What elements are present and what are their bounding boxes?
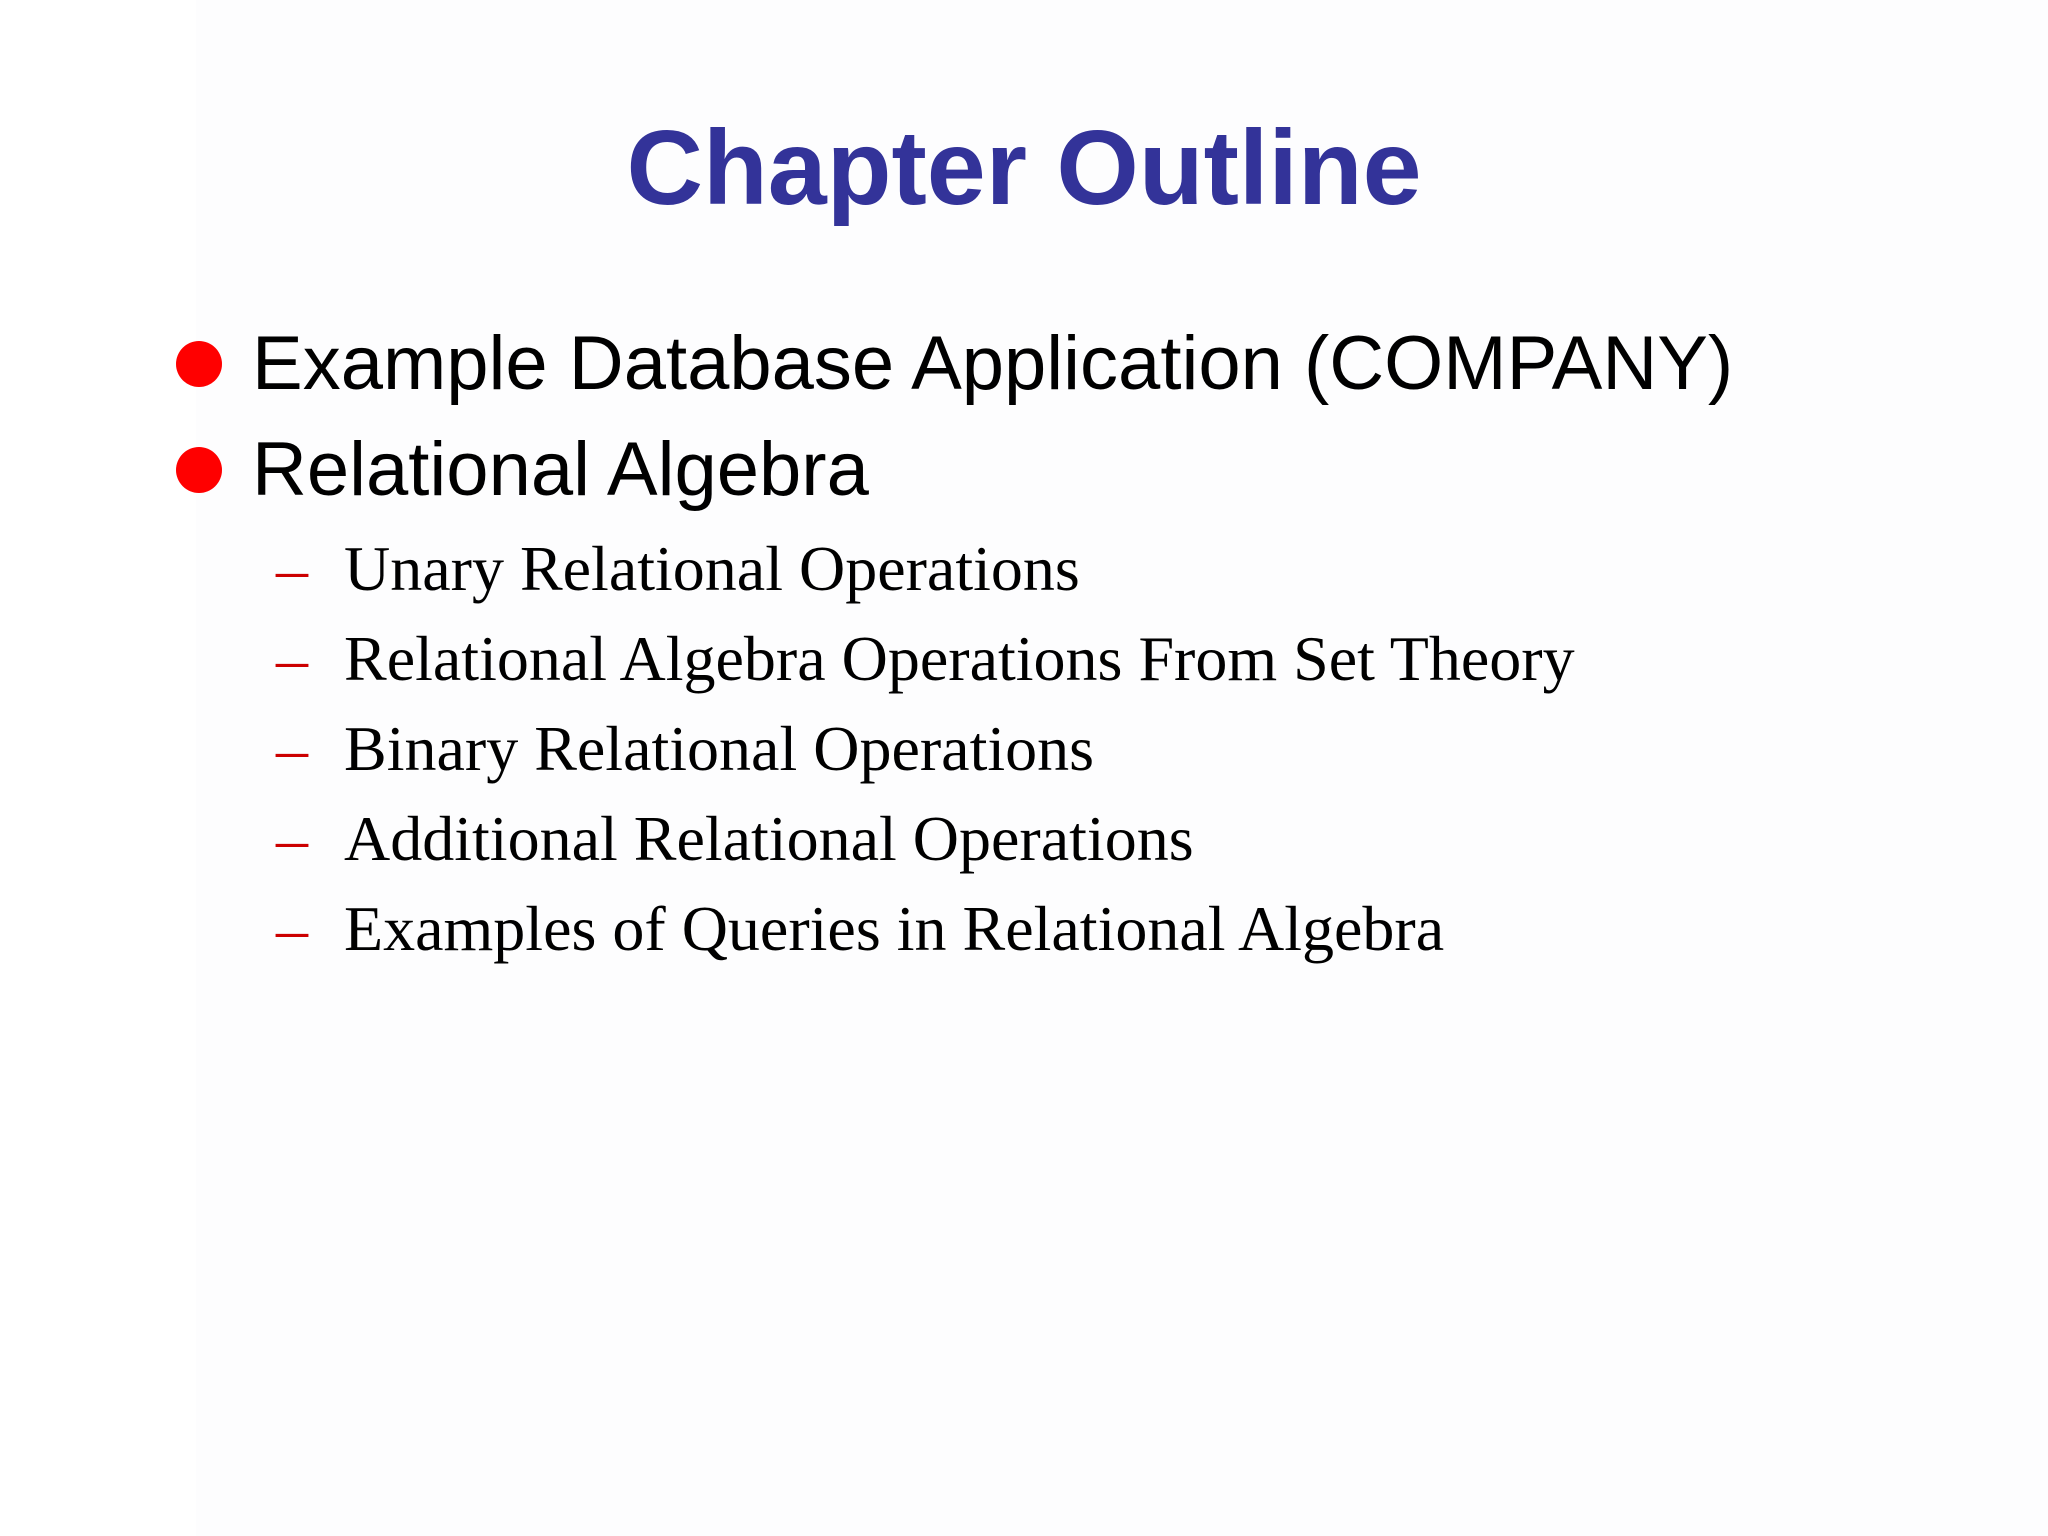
sub-item-text: Additional Relational Operations (344, 803, 1194, 874)
dash-marker: – (276, 893, 308, 964)
sub-item-text: Unary Relational Operations (344, 533, 1080, 604)
bullet-item-2 (176, 420, 869, 520)
sub-item-3 (276, 704, 1094, 794)
sub-item-5 (276, 884, 1444, 974)
dash-marker: – (276, 623, 308, 694)
red-circle-bullet-icon (176, 447, 222, 493)
sub-item-text: Examples of Queries in Relational Algebra (344, 893, 1445, 964)
bullet-item-1 (176, 314, 1733, 414)
dash-marker: – (276, 803, 308, 874)
sub-item-1 (276, 524, 1080, 614)
red-circle-bullet-icon (176, 341, 222, 387)
sub-item-2 (276, 614, 1575, 704)
sub-item-text: Relational Algebra Operations From Set Theory (344, 623, 1575, 694)
sub-item-4 (276, 794, 1194, 884)
dash-marker: – (276, 713, 308, 784)
slide-title: Chapter Outline (626, 109, 1422, 227)
bullet-text: Relational Algebra (252, 427, 869, 512)
dash-marker: – (276, 533, 308, 604)
sub-item-text: Binary Relational Operations (344, 713, 1095, 784)
bullet-text: Example Database Application (COMPANY) (252, 321, 1734, 406)
